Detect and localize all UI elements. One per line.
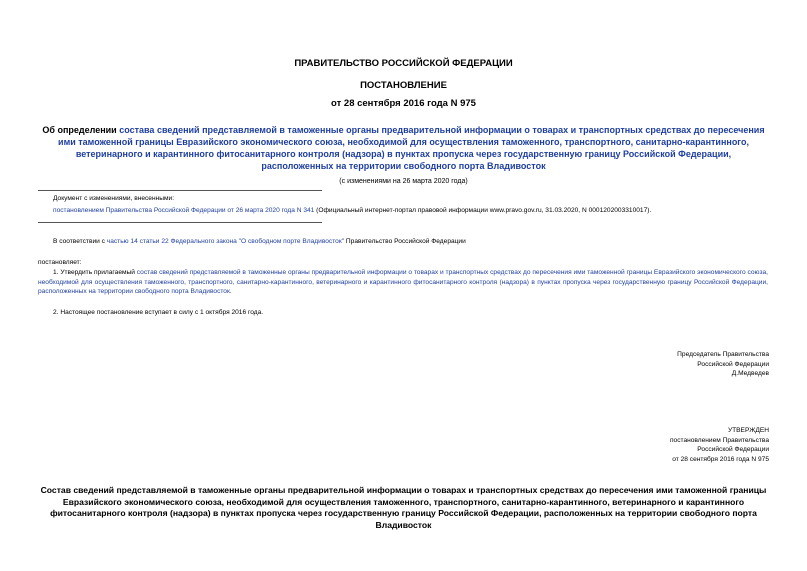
government-heading: ПРАВИТЕЛЬСТВО РОССИЙСКОЙ ФЕДЕРАЦИИ (294, 58, 513, 69)
item-1 (38, 268, 768, 297)
changes-rest: (Официальный интернет-портал правовой информации www.pravo.gov.ru, 31.03.2020, N 0001202003310017). (314, 207, 652, 214)
annex-title: Состав сведений представляемой в таможенные органы предварительной информации о товарах и транспортных средствах до пересечения ими таможенной границы Евразийского экономического союза, необходимой для осуществления таможенного, транспортного, санитарно-карантинного, ветеринарного и карантинного фитосанитарного контроля (надзора) в пунктах пропуска через государственную границу Российской Федерации, расположенных на территории свободного порта Владивосток (40, 485, 767, 530)
signature-name: Д.Медведев (731, 370, 769, 377)
approved-label: УТВЕРЖДЕН (727, 427, 769, 434)
decides-label: постановляет: (38, 259, 82, 266)
title-link[interactable]: состава сведений представляемой в таможенные органы предварительной информации о товарах и транспортных средствах до пересечения ими таможенной границы Евразийского экономического союза, необходимой для осуществления таможенного, транспортного, санитарно-карантинного, ветеринарного и карантинного фитосанитарного контроля (надзора) в пунктах пропуска через государственную границу Российской Федерации, расположенных на территории свободного порта Владивосток (58, 125, 765, 171)
approved-date: от 28 сентября 2016 года N 975 (672, 455, 769, 463)
title-prefix: Об определении (42, 125, 120, 135)
approved-by: постановлением Правительства (669, 436, 769, 444)
document-date-number: от 28 сентября 2016 года N 975 (331, 98, 476, 109)
item1-prefix: 1. Утвердить прилагаемый (53, 269, 137, 276)
changes-link[interactable]: постановлением Правительства Российской Федерации от 26 марта 2020 года N 341 (53, 207, 315, 214)
signature-country: Российской Федерации (697, 360, 769, 368)
divider-bottom (38, 222, 322, 223)
item-2: 2. Настоящее постановление вступает в силу с 1 октября 2016 года. (53, 309, 264, 316)
changes-heading: Документ с изменениями, внесенными: (53, 195, 175, 202)
document-title (40, 124, 767, 172)
approval-block (469, 426, 769, 464)
document-type: ПОСТАНОВЛЕНИЕ (360, 80, 447, 91)
signature-position: Председатель Правительства (677, 351, 769, 358)
item1-suffix: . (229, 288, 232, 295)
approved-country: Российской Федерации (697, 446, 769, 453)
preamble-prefix: В соответствии с (53, 238, 107, 245)
divider-top (38, 190, 322, 191)
federal-law-link[interactable]: частью 14 статьи 22 Федерального закона "О свободном порте Владивосток" (106, 238, 345, 245)
item1-link[interactable]: состав сведений представляемой в таможенные органы предварительной информации о товарах и транспортных средствах до пересечения ими таможенной границы Евразийского экономического союза, необходимой для осуществления таможенного, транспортного, санитарно-карантинного, ветеринарного и карантинного фитосанитарного контроля (надзора) в пунктах пропуска через государственную границу Российской Федерации, расположенных на территории свободного порта Владивосток (38, 269, 768, 295)
signature-block (469, 350, 769, 379)
preamble (53, 237, 773, 247)
preamble-suffix: Правительство Российской Федерации (344, 238, 466, 245)
amendment-note: (с изменениями на 26 марта 2020 года) (339, 178, 468, 185)
changes-line (53, 206, 773, 216)
